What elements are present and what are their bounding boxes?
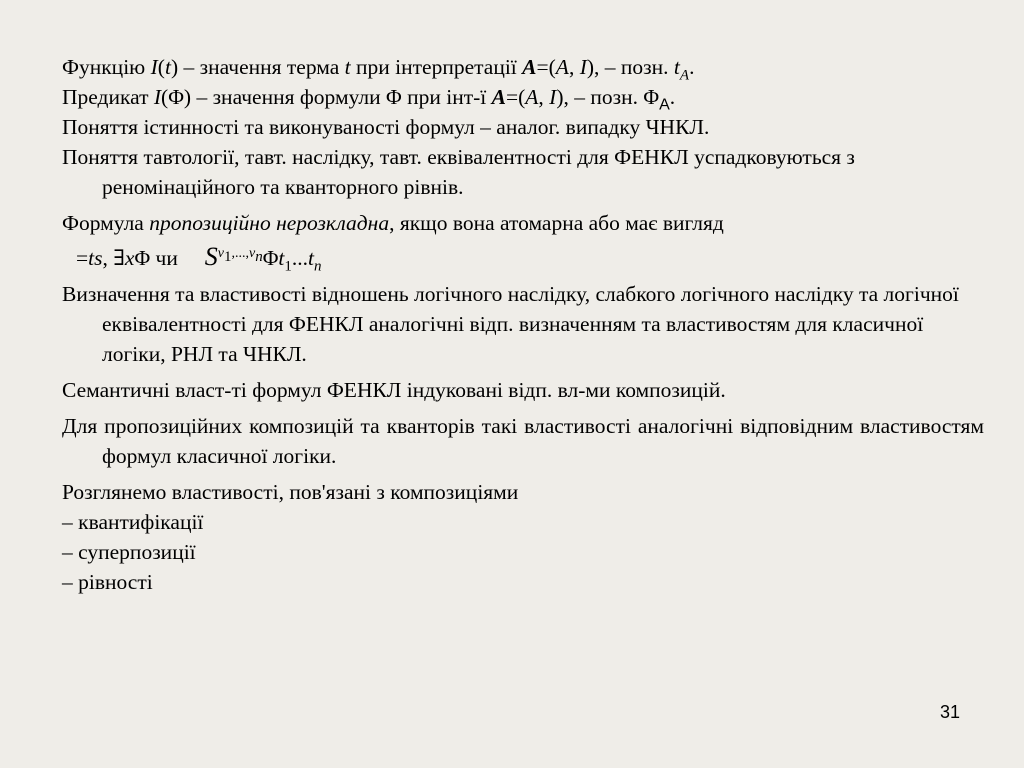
list-item: – рівності	[62, 570, 153, 594]
paragraph-propositional-compositions: Для пропозиційних композицій та кванторів такі властивості аналогічні відповідним властивостям формул класичної логіки.	[62, 414, 984, 468]
slide-content	[62, 52, 984, 597]
list-item: – суперпозиції	[62, 540, 196, 564]
page-number: 31	[939, 702, 960, 722]
paragraph-truth-notions: Поняття істинності та виконуваності формул – аналог. випадку ЧНКЛ.	[62, 115, 710, 139]
paragraph-logical-consequence: Визначення та властивості відношень логічного наслідку, слабкого логічного наслідку та логічної еквівалентності для ФЕНКЛ аналогічні відп. визначенням та властивостям для класичної логіки, РНЛ та ЧНКЛ.	[62, 282, 959, 366]
paragraph-tautology: Поняття тавтології, тавт. наслідку, тавт. еквівалентності для ФЕНКЛ успадковуються з реномінаційного та кванторного рівнів.	[62, 145, 855, 199]
paragraph-indecomposable: Формула пропозиційно нерозкладна, якщо вона атомарна або має вигляд	[62, 211, 724, 235]
paragraph-predicate-value: Предикат I(Φ) – значення формули Φ при інт-ї A=(A, I), – позн. $\Phi_A$.	[62, 85, 676, 114]
paragraph-semantic-properties: Семантичні власт-ті формул ФЕНКЛ індуковані відп. вл-ми композицій.	[62, 378, 726, 402]
formula-line: =ts, ∃xΦ чи $S^{v_1,...,v_n}\Phi t_1...t_n$	[76, 242, 322, 275]
paragraph-term-value: Функцію I(t) – значення терма t при інтерпретації A=(A, I), – позн. $t_A$.	[62, 55, 695, 84]
paragraph-consider-properties: Розглянемо властивості, пов'язані з композиціями	[62, 480, 519, 504]
list-item: – квантифікації	[62, 510, 204, 534]
